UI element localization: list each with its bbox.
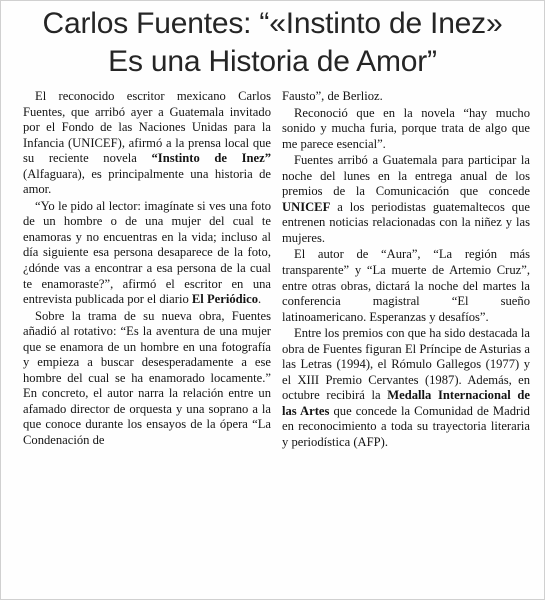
article-paragraph bbox=[282, 106, 530, 153]
bold-text: “Instinto de Inez” bbox=[151, 151, 271, 166]
headline bbox=[13, 5, 532, 81]
article-paragraph bbox=[282, 247, 530, 325]
article-paragraph bbox=[282, 326, 530, 450]
paragraph-text: Sobre la trama de su nueva obra, Fuentes añadió al rotativo: “Es la aventura de una mujer que se enamora de un hombre en una fotografía y empieza a buscar desesperadamente a ese hombre del cual se ha enamorado locamente.” En concreto, el autor narra la relación entre un afamado director de orquesta y una soprano a la que conoce durante los ensayos de la ópera “La Condenación de bbox=[23, 308, 271, 448]
bold-text: UNICEF bbox=[282, 199, 331, 214]
article-paragraph bbox=[282, 153, 530, 246]
headline-line-1: Carlos Fuentes: “«Instinto de Inez» bbox=[42, 7, 503, 40]
paragraph-text: Fausto”, de Berlioz. bbox=[282, 89, 383, 103]
paragraph-text: “Yo le pido al lector: imagínate si ves una foto de un hombre o de una mujer del cual te enamoras y no encuentras en la vida; incluso al día siguiente esa persona desaparece de la foto, ¿dónde vas a encontrar a esa persona de la cual te enamoraste?”, afirmó el escritor en una entrevista publicada por el diario bbox=[23, 198, 271, 307]
paragraph-text: Reconoció que en la novela “hay mucho sonido y mucha furia, porque trata de algo que me parece esencial”. bbox=[282, 105, 530, 151]
headline-line-2: Es una Historia de Amor” bbox=[108, 45, 437, 78]
paragraph-text: a los periodistas guatemaltecos que entrenen noticias relacionadas con la niñez y las mujeres. bbox=[282, 199, 530, 245]
article-column-left bbox=[23, 89, 271, 597]
bold-text: El Periódico bbox=[191, 292, 259, 307]
paragraph-text: Entre los premios con que ha sido destacada la obra de Fuentes figuran El Príncipe de Asturias a las Letras (1994), el Rómulo Gallegos (1977) y el XIII Premio Cervantes (1987). Además, en octubre recibirá la bbox=[282, 326, 530, 403]
paragraph-text: que concede la Comunidad de Madrid en reconocimiento a toda su trayectoria literaria y periodística (AFP). bbox=[282, 403, 530, 450]
article-paragraph bbox=[23, 199, 271, 308]
article-paragraph bbox=[23, 309, 271, 449]
article-column-right bbox=[282, 89, 530, 597]
bold-text: Medalla Internacional de las Artes bbox=[282, 388, 530, 418]
paragraph-text: El autor de “Aura”, “La región más transparente” y “La muerte de Artemio Cruz”, entre otras obras, dictará la noche del martes la conferencia magistral “El sueño latinoamericano. Esperanzas y desafíos”. bbox=[282, 247, 530, 324]
paragraph-text: . bbox=[258, 292, 262, 307]
article-paragraph bbox=[23, 89, 271, 198]
paragraph-text: Fuentes arribó a Guatemala para participar la noche del lunes en la entrega anual de los premios de la Comunicación que concede bbox=[282, 153, 530, 199]
article-paragraph bbox=[282, 89, 530, 105]
paragraph-text: (Alfaguara), es principalmente una historia de amor. bbox=[23, 166, 271, 197]
paragraph-text: El reconocido escritor mexicano Carlos Fuentes, que arribó ayer a Guatemala invitado por el Fondo de las Naciones Unidas para la Infancia (UNICEF), afirmó a la prensa local que su reciente novela bbox=[23, 89, 271, 166]
